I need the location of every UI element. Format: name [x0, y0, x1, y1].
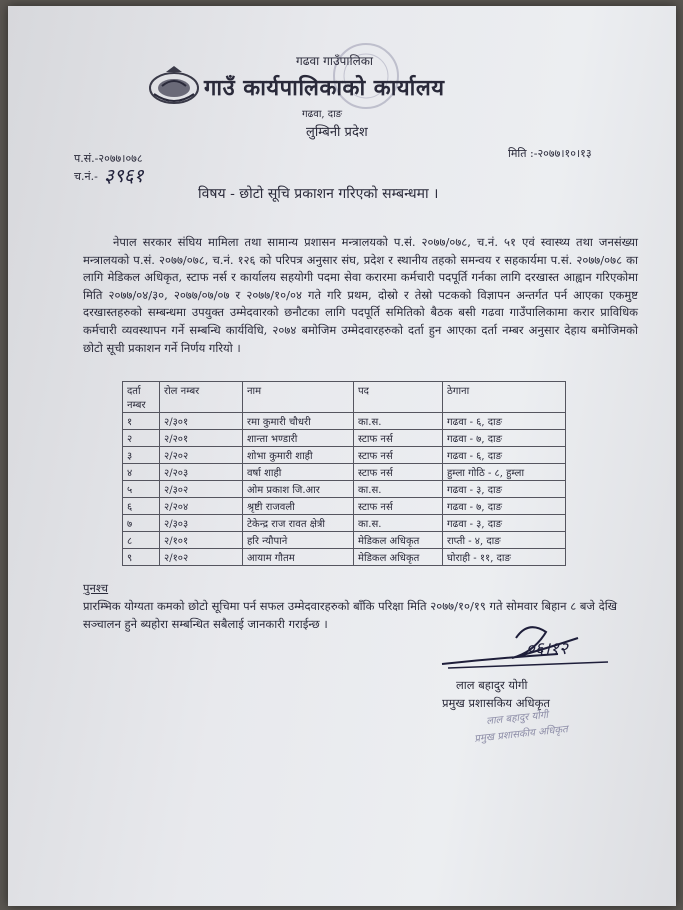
province-name: लुम्बिनी प्रदेश [306, 125, 368, 140]
table-row [123, 464, 566, 481]
table-cell: हुम्ला गोठि - ८, हुम्ला [443, 464, 566, 481]
column-header: पद [354, 382, 443, 413]
table-cell: टेकेन्द्र राज रावत क्षेत्री [243, 515, 354, 532]
column-header: रोल नम्बर [160, 382, 243, 413]
table-cell: ५ [123, 481, 160, 498]
table-cell: २/३०३ [160, 515, 243, 532]
table-cell: १ [123, 413, 160, 430]
stamp-title: प्रमुख प्रशासकीय अधिकृत [473, 724, 569, 745]
municipality-name: गढवा गाउँपालिका [296, 54, 374, 68]
table-cell: श्रृष्टी राजवली [243, 498, 354, 515]
table-cell: का.स. [354, 481, 443, 498]
table-cell: ९ [123, 549, 160, 566]
table-row [123, 549, 566, 566]
table-row [123, 481, 566, 498]
reference-number: प.सं.-२०७७।०७८ [74, 152, 143, 165]
signature-date-handwritten: ०६।१२ [526, 639, 568, 659]
table-row [123, 515, 566, 532]
table-row [123, 413, 566, 430]
table-cell: ६ [123, 498, 160, 515]
table-cell: शोभा कुमारी शाही [243, 447, 354, 464]
table-cell: गढवा - ७, दाङ [443, 498, 566, 515]
shortlist-table [122, 381, 566, 566]
table-cell: स्टाफ नर्स [354, 430, 443, 447]
table-cell: २/२०३ [160, 464, 243, 481]
table-cell: का.स. [354, 413, 443, 430]
table-cell: २/२०१ [160, 430, 243, 447]
table-cell: २/२०२ [160, 447, 243, 464]
table-cell: २/१०१ [160, 532, 243, 549]
letter-date: मिति :-२०७७।१०।१३ [508, 147, 592, 160]
office-title: गाउँ कार्यपालिकाको कार्यालय [204, 75, 445, 101]
table-cell: ४ [123, 464, 160, 481]
table-row [123, 498, 566, 515]
table-cell: का.स. [354, 515, 443, 532]
table-cell: २/२०४ [160, 498, 243, 515]
table-cell: स्टाफ नर्स [354, 498, 443, 515]
table-cell: २ [123, 430, 160, 447]
table-cell: मेडिकल अधिकृत [354, 532, 443, 549]
table-cell: २/३०२ [160, 481, 243, 498]
stamp-name: लाल बहादुर योगी [485, 709, 549, 728]
table-cell: ७ [123, 515, 160, 532]
table-cell: आयाम गौतम [243, 549, 354, 566]
table-cell: गढवा - ३, दाङ [443, 481, 566, 498]
table-cell: शान्ता भण्डारी [243, 430, 354, 447]
table-row [123, 532, 566, 549]
table-cell: वर्षा शाही [243, 464, 354, 481]
table-cell: गढवा - ७, दाङ [443, 430, 566, 447]
table-cell: राप्ती - ४, दाङ [443, 532, 566, 549]
table-cell: मेडिकल अधिकृत [354, 549, 443, 566]
table-header-row [123, 382, 566, 413]
subject-line: विषय - छोटो सूचि प्रकाशन गरिएको सम्बन्धमा । [198, 186, 439, 202]
signatory-name: लाल बहादुर योगी [456, 678, 528, 692]
table-cell: गढवा - ३, दाङ [443, 515, 566, 532]
table-cell: घोराही - ११, दाङ [443, 549, 566, 566]
column-header: ठेगाना [443, 382, 566, 413]
table-cell: गढवा - ६, दाङ [443, 447, 566, 464]
postscript-text: प्रारम्भिक योग्यता कमको छोटो सूचिमा पर्न सफल उम्मेदवारहरुको बाँकि परिक्षा मिति २०७७/१०/१९ गते सोमवार बिहान ८ बजे देखि सञ्चालन हुने ब्यहोरा सम्बन्धित सबैलाई जानकारी गराईन्छ । [83, 599, 618, 631]
table-row [123, 430, 566, 447]
table-cell: हरि न्यौपाने [243, 532, 354, 549]
column-header: नाम [243, 382, 354, 413]
office-location: गढवा, दाङ [302, 109, 343, 120]
table-row [123, 447, 566, 464]
table-cell: स्टाफ नर्स [354, 464, 443, 481]
dispatch-label: च.नं.- [74, 170, 98, 183]
table-cell: ८ [123, 532, 160, 549]
postscript-label: पुनश्च [83, 581, 109, 595]
table-cell: रमा कुमारी चौधरी [243, 413, 354, 430]
table-cell: २/३०१ [160, 413, 243, 430]
table-cell: ओम प्रकाश जि.आर [243, 481, 354, 498]
body-paragraph: नेपाल सरकार संघिय मामिला तथा सामान्य प्रशासन मन्त्रालयको प.सं. २०७७/०७८, च.नं. ५१ एवं स्वास्थ्य तथा जनसंख्या मन्त्रालयको प.सं. २०७७/०७८, च.नं. १२६ को परिपत्र अनुसार संघ, प्रदेश र स्थानीय तहको समन्वय र सहकार्यमा प.सं. २०७७/०७८ का लागि मेडिकल अधिकृत, स्टाफ नर्स र कार्यालय सहयोगी पदमा सेवा करारमा कर्मचारी पदपूर्ति गर्नका लागि दरखास्त आह्वान गरिएकोमा मिति २०७७/०४/३०, २०७७/०७/०७ र २०७७/१०/०४ गते गरि प्रथम, दोस्रो र तेस्रो पटकको विज्ञापन अन्तर्गत पर्न आएका एकमुष्ट दरखास्तहरुको सम्बन्धमा उपयुक्त उम्मेदवारको छनौटका लागि पदपूर्ति समितिको बैठक बसी गढवा गाउँपालिकामा करार प्राविधिक कर्मचारी व्यवस्थापन गर्ने सम्बन्धि कार्यविधि, २०७४ बमोजिम उम्मेदवारहरुको दर्ता हुन आएका दर्ता नम्बर अनुसार देहाय बमोजिमको छोटो सूची प्रकाशन गर्ने निर्णय गरियो । [83, 235, 638, 355]
dispatch-number-handwritten: ३९६१ [104, 165, 144, 187]
nepal-emblem-icon [148, 64, 200, 106]
table-cell: स्टाफ नर्स [354, 447, 443, 464]
table-cell: ३ [123, 447, 160, 464]
table-cell: २/१०२ [160, 549, 243, 566]
document-page [8, 6, 676, 906]
table-cell: गढवा - ६, दाङ [443, 413, 566, 430]
column-header: दर्ता नम्बर [123, 382, 160, 413]
signatory-title: प्रमुख प्रशासकिय अधिकृत [442, 696, 550, 710]
